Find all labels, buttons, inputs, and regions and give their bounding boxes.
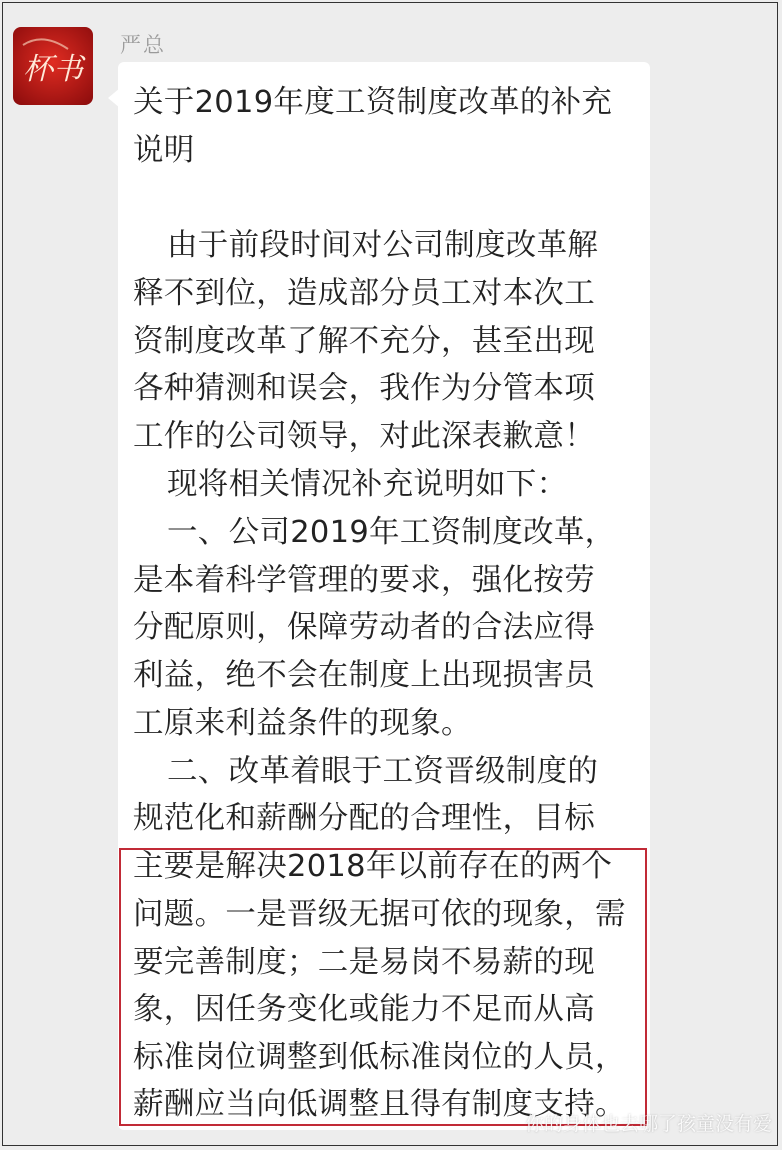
message-line: 释不到位，造成部分员工对本次工 — [133, 276, 595, 311]
avatar-calligraphy: 杯书 — [23, 52, 83, 87]
bubble-tail — [108, 88, 120, 108]
message-line: 利益，绝不会在制度上出现损害员 — [133, 658, 595, 693]
message-line: 资制度改革了解不充分，甚至出现 — [133, 324, 595, 359]
message-line: 规范化和薪酬分配的合理性，目标 — [133, 801, 595, 836]
message-line: 二、改革着眼于工资晋级制度的 — [167, 754, 599, 789]
avatar-image — [13, 27, 93, 105]
sender-name: 严总 — [120, 33, 166, 57]
message-line: 象，因任务变化或能力不足而从高 — [133, 992, 595, 1027]
message-line: 是本着科学管理的要求，强化按劳 — [133, 563, 595, 598]
message-line: 问题。一是晋级无据可依的现象，需 — [133, 897, 626, 932]
message-line: 由于前段时间对公司制度改革解 — [167, 228, 599, 263]
avatar[interactable] — [13, 27, 93, 105]
message-line: 一、公司2019年工资制度改革， — [167, 515, 616, 550]
message-line: 标准岗位调整到低标准岗位的人员， — [133, 1040, 626, 1075]
message-line: 现将相关情况补充说明如下： — [167, 467, 568, 502]
message-line: 工作的公司领导，对此深表歉意！ — [133, 419, 595, 454]
watermark-text: 你的身体也去哪了孩童没有爱 — [524, 1113, 772, 1135]
highlight-box — [119, 848, 647, 1126]
message-line: 要完善制度；二是易岗不易薪的现 — [133, 945, 595, 980]
message-title-line-2: 说明 — [133, 133, 195, 168]
message-line: 各种猜测和误会，我作为分管本项 — [133, 371, 595, 406]
message-line: 主要是解决2018年以前存在的两个 — [133, 849, 613, 884]
message-line: 工原来利益条件的现象。 — [133, 706, 472, 741]
message-title-line-1: 关于2019年度工资制度改革的补充 — [133, 85, 613, 120]
message-line: 薪酬应当向低调整且得有制度支持。 — [133, 1087, 626, 1122]
message-line: 分配原则，保障劳动者的合法应得 — [133, 610, 595, 645]
